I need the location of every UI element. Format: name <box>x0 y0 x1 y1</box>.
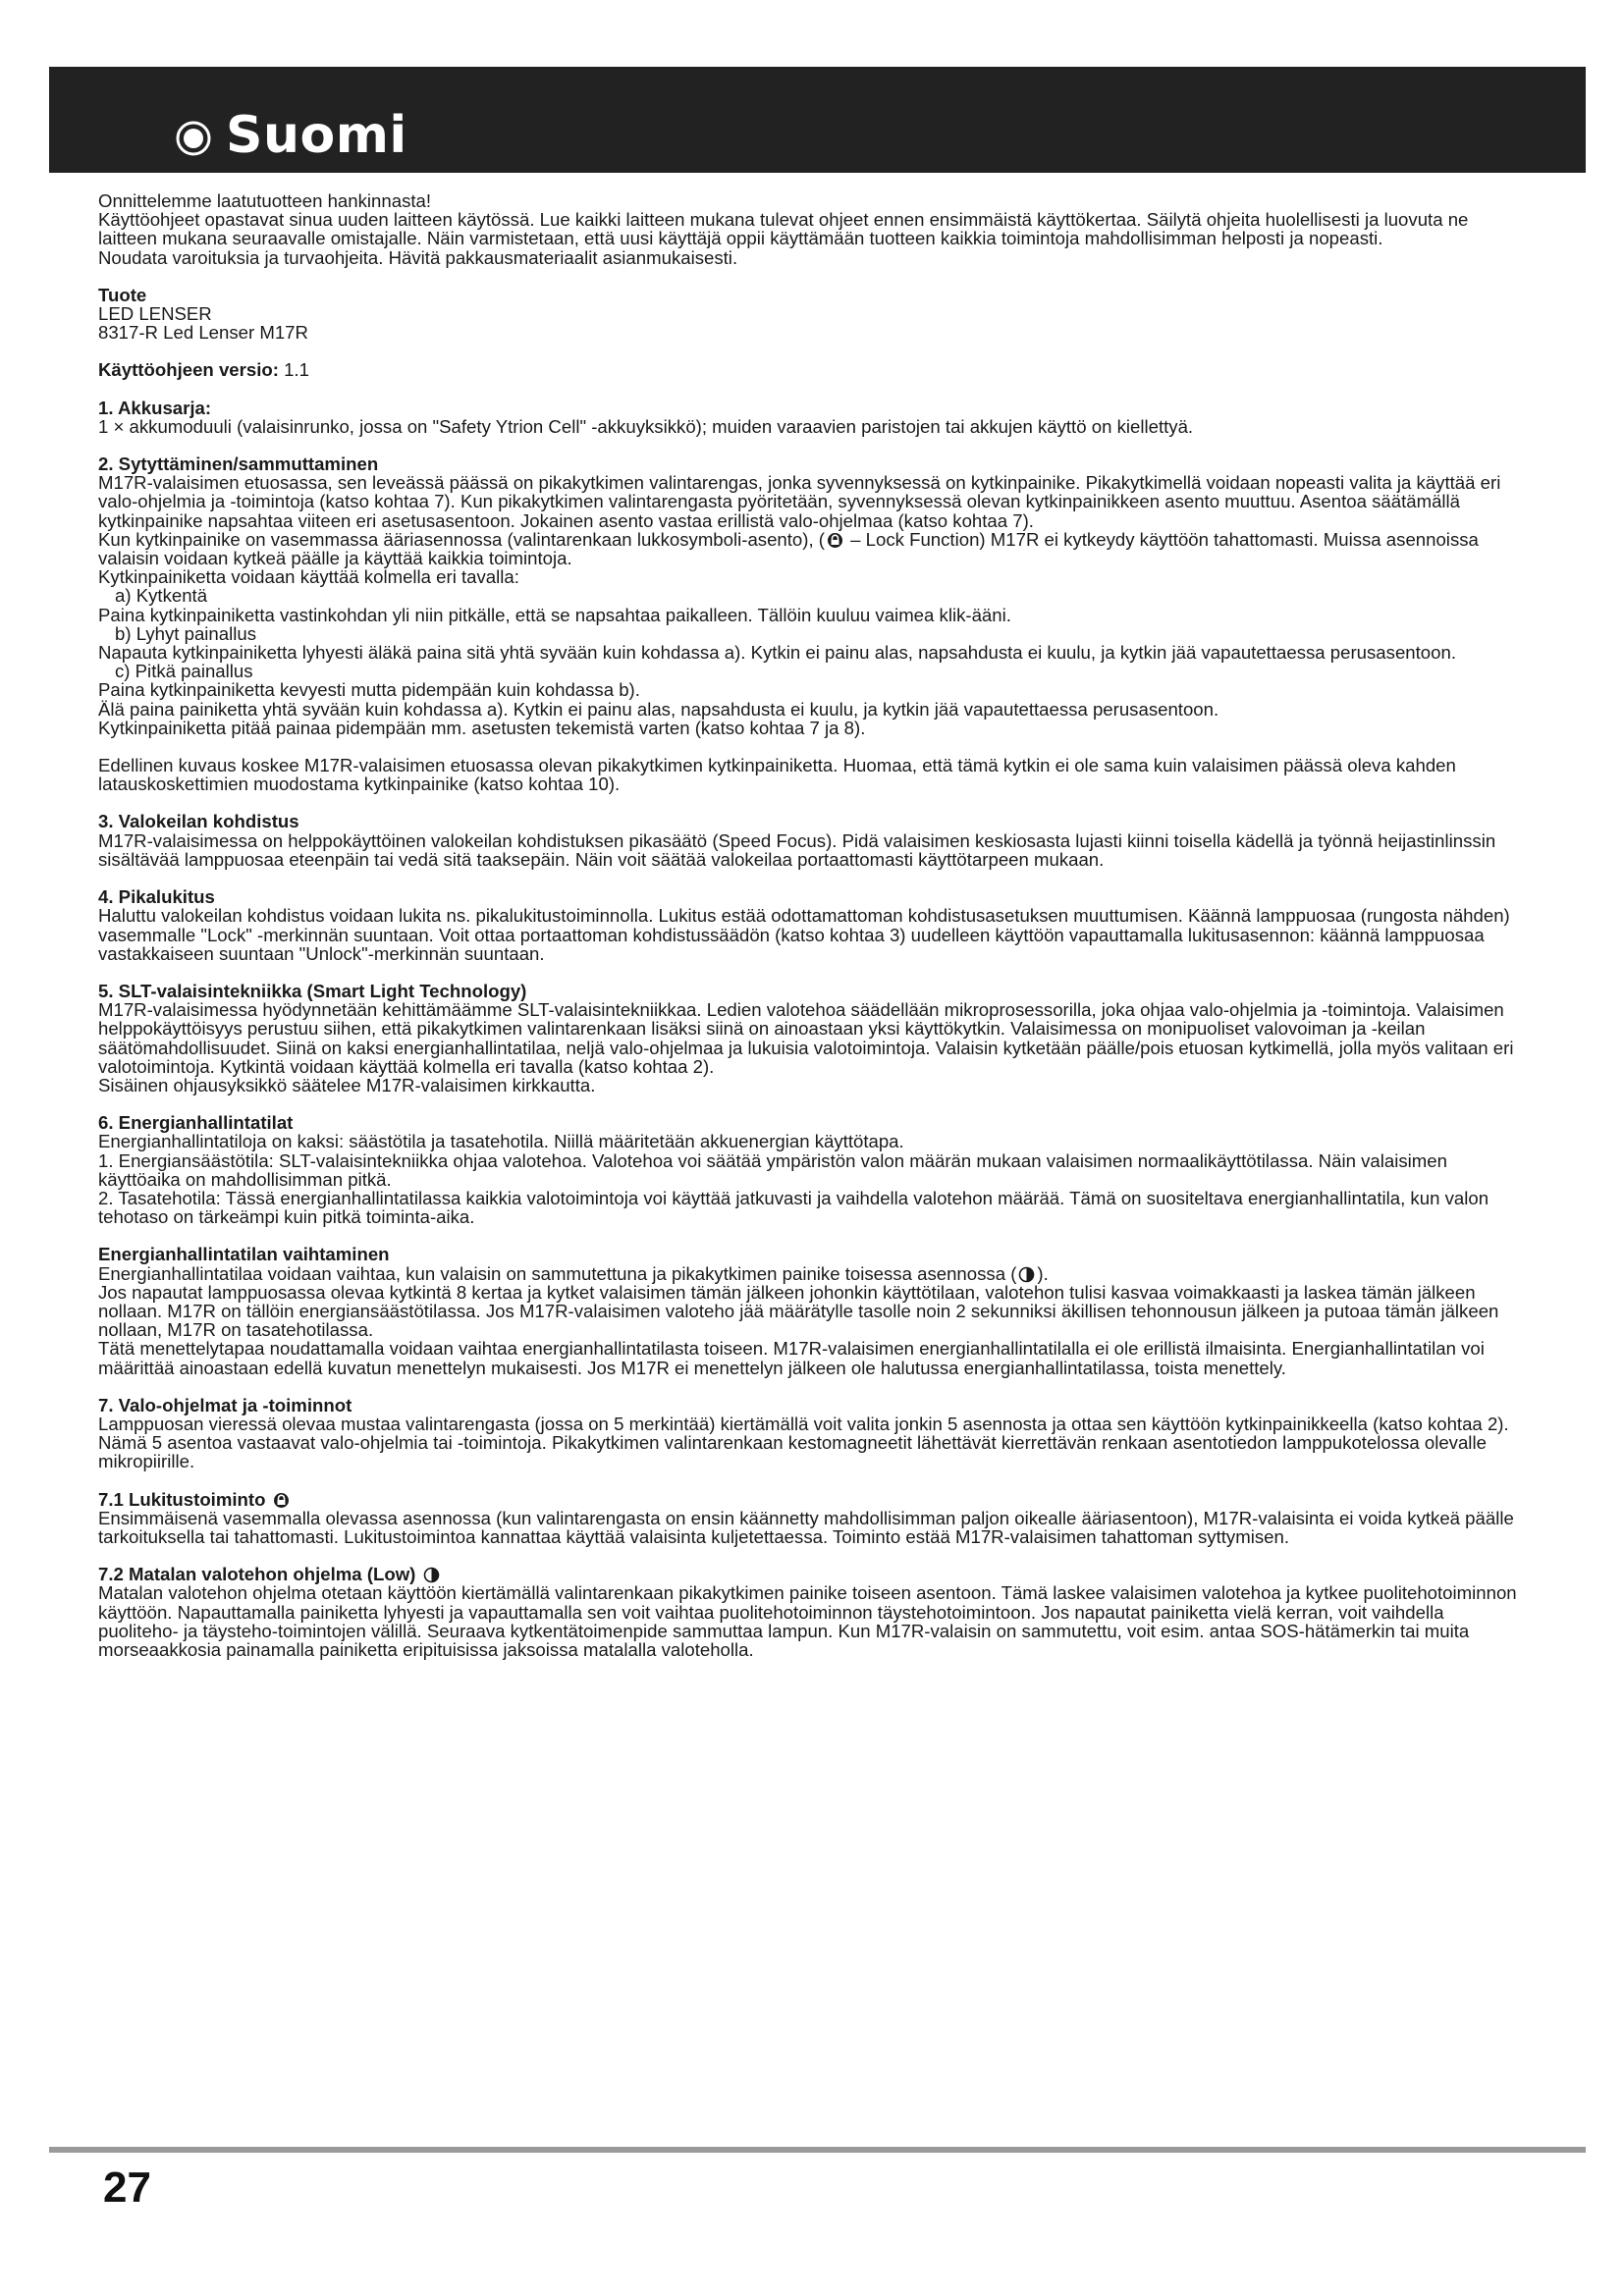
section-5-text: M17R-valaisimessa hyödynnetään kehittämäämme SLT-valaisintekniikkaa. Ledien valotehoa säädellään mikroprosessorilla, joka ohjaa valo-ohjelmia ja -toimintoja. Valaisimen helppokäyttöisyys perustuu siihen, että pikakytkimen valintarenkaan lisäksi siinä on ainoastaan yksi käyttökytkin. Valaisimessa on monipuoliset valovoiman ja -keilan säätömahdollisuudet. Siinä on kaksi energianhallintatilaa, neljä valo-ohjelmaa ja lukuisia valotoimintoja. Valaisin kytketään päälle/pois etuosan kytkimellä, jolla myös valitaan eri valotoimintoja. Kytkintä voidaan käyttää kolmella eri tavalla (katso kohtaa 2). <box>98 999 1514 1077</box>
energy-mode-change-paragraph-1-end: ). <box>1037 1262 1049 1284</box>
option-c-label: c) Pitkä painallus <box>115 661 253 682</box>
low-power-icon <box>1018 1266 1035 1283</box>
intro-congrats: Onnittelemme laatutuotteen hankinnasta! <box>98 190 432 211</box>
product-model: 8317-R Led Lenser M17R <box>98 322 308 344</box>
section-5-text-2: Sisäinen ohjausyksikkö säätelee M17R-valaisimen kirkkautta. <box>98 1074 596 1095</box>
section-4-heading: 4. Pikalukitus <box>98 886 215 908</box>
section-2-paragraph-2 <box>98 530 1527 567</box>
section-6-paragraph-3: 2. Tasatehotila: Tässä energianhallintatilassa kaikkia valotoimintoja voi käyttää jatkuvasti ja vaihdella valotehon määrää. Tämä on suositeltava energianhallintatila, kun valon tehotaso on tärkeämpi kuin pitkä toiminta-aika. <box>98 1187 1489 1228</box>
section-6-heading: 6. Energianhallintatilat <box>98 1112 294 1134</box>
section-4-text: Haluttu valokeilan kohdistus voidaan lukita ns. pikalukitustoiminnolla. Lukitus estää odottamattoman kohdistusasetuksen muuttumisen. Käännä lamppuosaa (rungosta nähden) vasemmalle "Lock" -merkinnän suuntaan. Voit ottaa portaattoman kohdistussäädön (katso kohtaa 3) uudelleen käyttöön vapauttamalla lukitusasennon: käännä lamppuosaa vastakkaiseen suuntaan "Unlock"-merkinnän suuntaan. <box>98 905 1510 964</box>
language-bullet-icon <box>175 120 212 157</box>
section-2-heading: 2. Sytyttäminen/sammuttaminen <box>98 454 379 475</box>
manual-version <box>98 360 1527 379</box>
section-3-heading: 3. Valokeilan kohdistus <box>98 811 299 832</box>
section-7-2-heading-line <box>98 1565 1527 1583</box>
lock-icon <box>273 1492 290 1509</box>
option-b-text: Napauta kytkinpainiketta lyhyesti äläkä paina sitä yhtä syvään kuin kohdassa a). Kytkin ei painu alas, napsahdusta ei kuulu, ja kytkin jää vapautettaessa perusasentoon. <box>98 642 1456 664</box>
section-7-2-heading: 7.2 Matalan valotehon ohjelma (Low) <box>98 1564 416 1585</box>
product-brand: LED LENSER <box>98 303 212 325</box>
option-a-label: a) Kytkentä <box>115 585 208 607</box>
lock-icon <box>827 532 843 549</box>
language-header-bar <box>49 67 1586 173</box>
section-2-paragraph-1: M17R-valaisimen etuosassa, sen leveässä päässä on pikakytkimen valintarengas, jonka syvennyksessä on kytkinpainike. Pikakytkimellä voidaan nopeasti valita ja käyttää eri valo-ohjelmia ja -toimintoja (katso kohtaa 7). Kun pikakytkimen valintarengasta pyöritetään, syvennyksessä olevan kytkinpainikkeen asento muuttuu. Asentoa säätämällä kytkinpainike napsahtaa viiteen eri asetusasentoon. Jokainen asento vastaa erillistä valo-ohjelmaa (katso kohtaa 7). <box>98 472 1501 531</box>
footer-divider <box>49 2147 1586 2153</box>
energy-mode-change-heading: Energianhallintatilan vaihtaminen <box>98 1244 390 1265</box>
low-power-icon <box>423 1567 440 1583</box>
section-7-1-text: Ensimmäisenä vasemmalla olevassa asennossa (kun valintarengasta on ensin käännetty mahdollisimman paljon oikealle ääriasentoon), M17R-valaisinta ei voida kytkeä päälle tarkoituksella tai tahattomasti. Lukitustoimintoa kannattaa käyttää valaisinta kuljetettaessa. Toiminto estää M17R-valaisimen tahattoman syttymisen. <box>98 1507 1514 1547</box>
section-7-text: Lamppuosan vieressä olevaa mustaa valintarengasta (jossa on 5 merkintää) kiertämällä voit valita jonkin 5 asennosta ja ottaa sen käyttöön kytkinpainikkeella (katso kohtaa 2). Nämä 5 asentoa vastaavat valo-ohjelmia tai -toimintoja. Pikakytkimen valintarenkaan kestomagneetit lähettävät kierrettävän renkaan asentotiedon lamppukotelossa olevalle mikropiirille. <box>98 1413 1509 1472</box>
section-7-2-text: Matalan valotehon ohjelma otetaan käyttöön kiertämällä valintarenkaan pikakytkimen painike toiseen asentoon. Tämä laskee valaisimen valotehoa ja kytkee puolitehotoiminnon käyttöön. Napauttamalla painiketta lyhyesti ja vapauttamalla sen voit vaihtaa puolitehotoiminnon täystehotoimintoon. Jos napautat painiketta vielä kerran, voit vaihdella puoliteho- ja täysteho-toimintojen välillä. Seuraava kytkentätoimenpide sammuttaa lampun. Kun M17R-valaisin on sammutettu, voit esim. antaa SOS-hätämerkin tai muita morseaakkosia painamalla painiketta eripituisissa jaksoissa matalalla valoteholla. <box>98 1582 1517 1660</box>
option-c-text-3: Kytkinpainiketta pitää painaa pidempään mm. asetusten tekemistä varten (katso kohtaa 7 ja 8). <box>98 717 866 738</box>
product-heading: Tuote <box>98 284 147 305</box>
section-7-1-heading-line <box>98 1490 1527 1509</box>
page-number: 27 <box>103 2163 151 2212</box>
section-1-text: 1 × akkumoduuli (valaisinrunko, jossa on "Safety Ytrion Cell" -akkuyksikkö); muiden varaavien paristojen tai akkujen käyttö on kiellettyä. <box>98 415 1194 437</box>
energy-mode-change-paragraph-1-start: Energianhallintatilaa voidaan vaihtaa, kun valaisin on sammutettuna ja pikakytkimen painike toisessa asennossa ( <box>98 1262 1017 1284</box>
section-3-text: M17R-valaisimessa on helppokäyttöinen valokeilan kohdistuksen pikasäätö (Speed Focus). Pidä valaisimen keskiosasta lujasti kiinni toisella kädellä ja työnnä heijastinlinssin sisältävää lamppuosaa eteenpäin tai vedä sitä taaksepäin. Näin voit säätää valokeilaa portaattomasti käyttötarpeen mukaan. <box>98 829 1496 870</box>
version-label: Käyttöohjeen versio: <box>98 359 279 381</box>
option-b-label: b) Lyhyt painallus <box>115 622 257 644</box>
energy-mode-change-paragraph-1 <box>98 1264 1527 1283</box>
section-2-paragraph-2-end: – Lock Function) M17R ei kytkeydy käyttöön tahattomasti. Muissa asennoissa valaisin voidaan kytkeä päälle ja käyttää kaikkia toimintoja. <box>98 528 1479 569</box>
section-7-1-heading: 7.1 Lukitustoiminto <box>98 1488 266 1510</box>
manual-content <box>98 191 1527 1659</box>
intro-usage: Käyttöohjeet opastavat sinua uuden laitteen käytössä. Lue kaikki laitteen mukana tulevat ohjeet ennen ensimmäistä käyttökertaa. Säilytä ohjeita huolellisesti ja luovuta ne laitteen mukana seuraavalle omistajalle. Näin varmistetaan, että uusi käyttäjä oppii käyttämään tuotteen kaikkia toimintoja mahdollisimman helposti ja nopeasti. <box>98 209 1469 249</box>
section-2-paragraph-3: Kytkinpainiketta voidaan käyttää kolmella eri tavalla: <box>98 566 519 588</box>
section-6-paragraph-1: Energianhallintatiloja on kaksi: säästötila ja tasatehotila. Niillä määritetään akkuenergian käyttötapa. <box>98 1131 904 1152</box>
version-value: 1.1 <box>284 359 309 381</box>
energy-mode-change-paragraph-3: Tätä menettelytapaa noudattamalla voidaan vaihtaa energianhallintatilasta toiseen. M17R-valaisimen energianhallintatilalla ei ole erillistä ilmaisinta. Energianhallintatilan voi määrittää ainoastaan edellä kuvatun menettelyn mukaisesti. Jos M17R ei menettelyn jälkeen ole halutussa energianhallintatilassa, toista menettely. <box>98 1338 1485 1378</box>
section-7-heading: 7. Valo-ohjelmat ja -toiminnot <box>98 1394 352 1415</box>
section-2-paragraph-2-start: Kun kytkinpainike on vasemmassa ääriasennossa (valintarenkaan lukkosymboli-asento), ( <box>98 528 825 550</box>
language-title: Suomi <box>226 106 407 165</box>
section-6-paragraph-2: 1. Energiansäästötila: SLT-valaisintekniikka ohjaa valotehoa. Valotehoa voi säätää ympäristön valon määrän mukaan valaisimen normaalikäyttötilassa. Näin valaisimen käyttöaika on mahdollisimman pitkä. <box>98 1149 1447 1190</box>
energy-mode-change-paragraph-2: Jos napautat lamppuosassa olevaa kytkintä 8 kertaa ja kytket valaisimen tämän jälkeen johonkin käyttötilaan, valotehon tulisi kasvaa voimakkaasti ja laskea tämän jälkeen nollaan. M17R on tällöin energiansäästötilassa. Jos M17R-valaisimen valoteho jää määrätylle tasolle noin 2 sekunniksi äkillisen tehonnousun jälkeen ja putoaa tämän jälkeen nollaan, M17R on tasatehotilassa. <box>98 1281 1499 1341</box>
option-c-text-2: Älä paina painiketta yhtä syvään kuin kohdassa a). Kytkin ei painu alas, napsahdusta ei kuulu, ja kytkin jää vapautettaessa perusasentoon. <box>98 698 1219 720</box>
section-1-heading: 1. Akkusarja: <box>98 397 212 418</box>
section-2-paragraph-4: Edellinen kuvaus koskee M17R-valaisimen etuosassa olevan pikakytkimen kytkinpainiketta. Huomaa, että tämä kytkin ei ole sama kuin valaisimen päässä oleva kahden latauskoskettimien muodostama kytkinpainike (katso kohtaa 10). <box>98 755 1456 795</box>
option-c-text-1: Paina kytkinpainiketta kevyesti mutta pidempään kuin kohdassa b). <box>98 679 640 701</box>
option-a-text: Paina kytkinpainiketta vastinkohdan yli niin pitkälle, että se napsahtaa paikalleen. Tällöin kuuluu vaimea klik-ääni. <box>98 604 1011 625</box>
section-5-heading: 5. SLT-valaisintekniikka (Smart Light Technology) <box>98 980 527 1001</box>
intro-safety: Noudata varoituksia ja turvaohjeita. Hävitä pakkausmateriaalit asianmukaisesti. <box>98 246 738 268</box>
